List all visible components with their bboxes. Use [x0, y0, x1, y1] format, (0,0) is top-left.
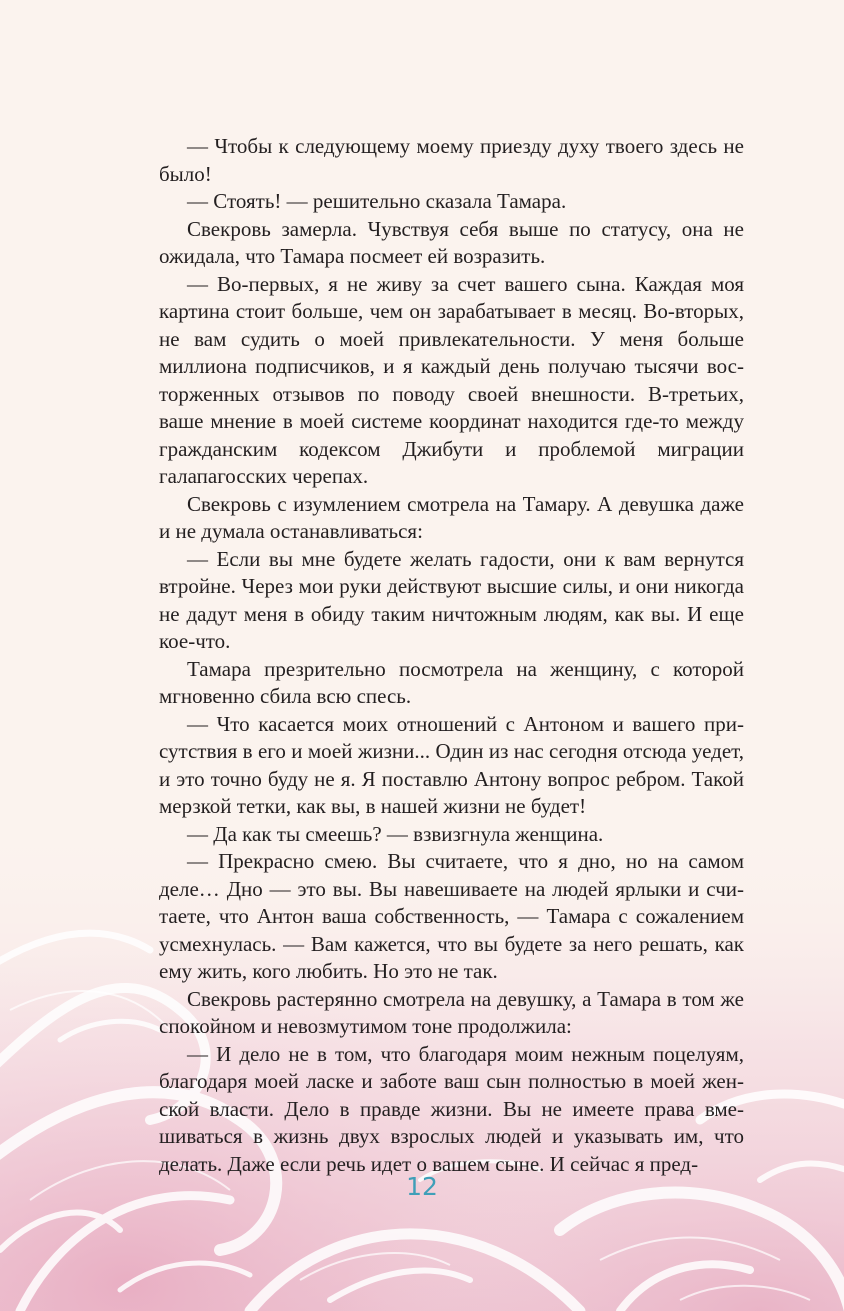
- paragraph: — Да как ты смеешь? — взвизгнула женщина.: [187, 821, 604, 846]
- paragraph: — Прекрасно смею. Вы считаете, что я дно, но на самом деле… Дно — это вы. Вы навешиваете на людей ярлыки и считаете, что Антон ваша собственность, — Тамара с сожалением усмехнулась. — Вам кажется, что вы будете за него решать, как ему жить, кого любить. Но это не так.: [159, 849, 744, 983]
- paragraph: Свекровь растерянно смотрела на девушку, а Тамара в том же спокойном и невозмутимом тоне продолжила:: [159, 986, 744, 1038]
- paragraph: Свекровь замерла. Чувствуя себя выше по статусу, она не ожидала, что Тамара посмеет ей возразить.: [159, 216, 744, 268]
- page-number: 12: [406, 1172, 438, 1201]
- paragraph: — И дело не в том, что благодаря моим нежным поцелуям, благодаря моей ласке и заботе ваш сын полностью в моей женской власти. Дело в правде жизни. Вы не имеете права вмешиваться в жизнь двух взрослых людей и указывать им, что делать. Даже если речь идет о вашем сыне. И сейчас я пред-: [159, 1041, 744, 1176]
- paragraph: — Что касается моих отношений с Антоном и вашего присутствия в его и моей жизни... Один из нас сегодня отсюда уедет, и это точно буду не я. Я поставлю Антону вопрос ребром. Такой мерзкой тетки, как вы, в нашей жизни не будет!: [159, 711, 744, 818]
- page-body-text: [159, 133, 744, 1178]
- paragraph: — Стоять! — решительно сказала Тамара.: [187, 189, 567, 213]
- paragraph: Тамара презрительно посмотрела на женщину, с которой мгновенно сбила всю спесь.: [159, 656, 744, 708]
- paragraph: Свекровь с изумлением смотрела на Тамару. А девушка даже и не думала останавливаться:: [159, 491, 744, 543]
- paragraph: — Во-первых, я не живу за счет вашего сына. Каждая моя картина стоит больше, чем он зарабатывает в месяц. Во-вторых, не вам судить о моей привлекательности. У меня больше миллиона подписчиков, и я каждый день получаю тысячи восторженных отзывов по поводу своей внешности. В-третьих, ваше мнение в моей системе координат находится где-то между гражданским кодексом Джибути и проблемой миграции галапагосских черепах.: [159, 271, 744, 488]
- paragraph: — Если вы мне будете желать гадости, они к вам вернутся втройне. Через мои руки действуют высшие силы, и они никогда не дадут меня в обиду таким ничтожным людям, как вы. И еще кое-что.: [159, 546, 744, 653]
- paragraph: — Чтобы к следующему моему приезду духу твоего здесь не было!: [159, 134, 744, 186]
